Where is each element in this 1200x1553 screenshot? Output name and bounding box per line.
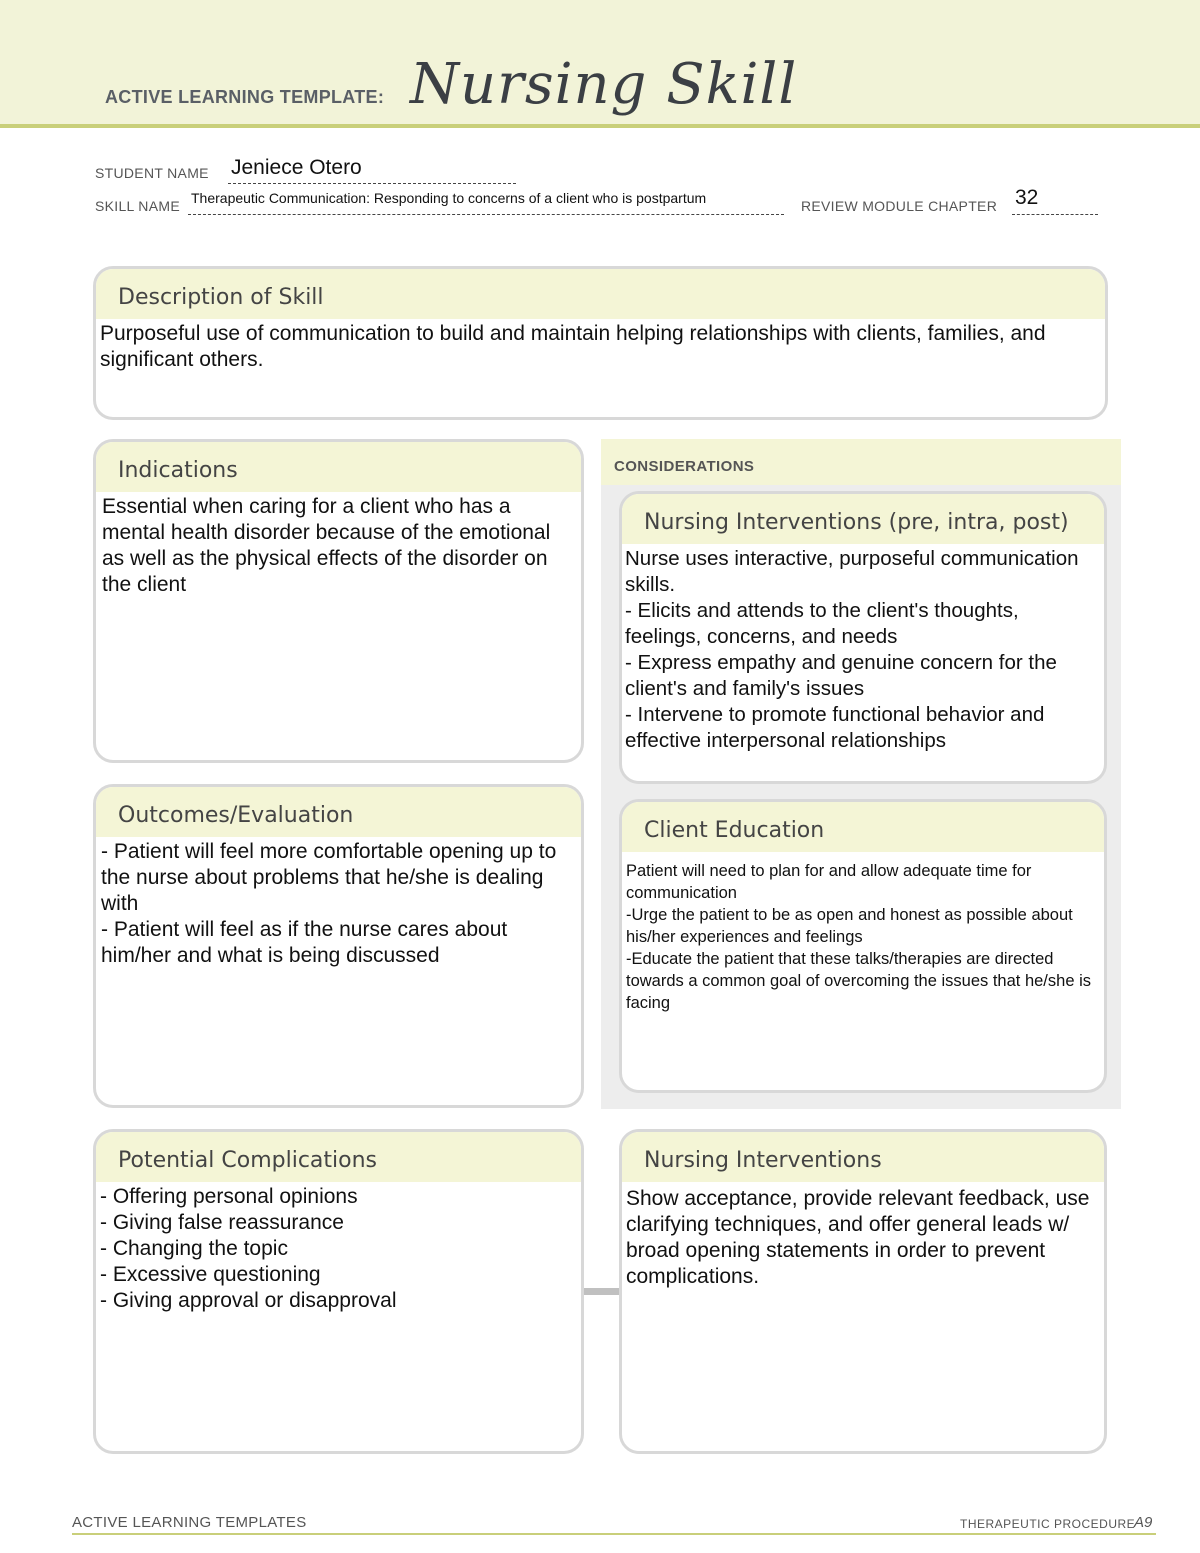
- text-line: - Patient will feel as if the nurse cares about him/her and what is being discussed: [101, 918, 508, 967]
- complications-box: [93, 1129, 584, 1454]
- skill-name-line: [188, 214, 784, 215]
- description-title: Description of Skill: [96, 269, 1105, 319]
- student-name-label: STUDENT NAME: [95, 165, 209, 181]
- nursing-interventions-pip-text[interactable]: [622, 544, 1104, 754]
- indications-title: Indications: [96, 442, 581, 492]
- outcomes-text[interactable]: [96, 837, 581, 969]
- template-label: ACTIVE LEARNING TEMPLATE:: [105, 87, 385, 107]
- footer-page-number: A9: [1134, 1514, 1153, 1531]
- client-education-title: Client Education: [622, 802, 1104, 852]
- nursing-interventions-text[interactable]: Show acceptance, provide relevant feedback, use clarifying techniques, and offer general leads w/ broad opening statements in order to prevent complications.: [626, 1187, 1090, 1288]
- text-line: - Changing the topic: [100, 1237, 288, 1260]
- text-line: Patient will need to plan for and allow adequate time for communication: [626, 862, 1032, 902]
- skill-name-label: SKILL NAME: [95, 198, 180, 214]
- text-line: - Giving approval or disapproval: [100, 1289, 397, 1312]
- review-chapter-label: REVIEW MODULE CHAPTER: [801, 198, 998, 214]
- skill-name-value[interactable]: Therapeutic Communication: Responding to concerns of a client who is postpartum: [191, 190, 707, 206]
- text-line: - Elicits and attends to the client's thoughts, feelings, concerns, and needs: [625, 599, 1019, 648]
- text-line: - Excessive questioning: [100, 1263, 321, 1286]
- student-name-line: [228, 183, 516, 184]
- nursing-interventions-pip-box: [619, 491, 1107, 784]
- connector-bar: [584, 1288, 620, 1295]
- nursing-interventions-pip-title: Nursing Interventions (pre, intra, post): [622, 494, 1104, 544]
- footer-rule: [72, 1533, 1156, 1535]
- description-text[interactable]: Purposeful use of communication to build and maintain helping relationships with clients, families, and significant others.: [100, 322, 1046, 371]
- client-education-text[interactable]: [622, 852, 1104, 1014]
- nursing-interventions-title: Nursing Interventions: [622, 1132, 1104, 1182]
- nursing-interventions-box: [619, 1129, 1107, 1454]
- text-line: Nurse uses interactive, purposeful communication skills.: [625, 547, 1079, 596]
- review-chapter-value[interactable]: 32: [1015, 186, 1039, 209]
- text-line: - Offering personal opinions: [100, 1185, 358, 1208]
- text-line: -Educate the patient that these talks/therapies are directed towards a common goal of overcoming the issues that he/she is facing: [626, 950, 1091, 1012]
- student-name-value[interactable]: Jeniece Otero: [231, 156, 362, 179]
- indications-box: [93, 439, 584, 763]
- text-line: - Giving false reassurance: [100, 1211, 344, 1234]
- indications-text[interactable]: Essential when caring for a client who has a mental health disorder because of the emotional as well as the physical effects of the disorder on the client: [102, 495, 551, 596]
- complications-title: Potential Complications: [96, 1132, 581, 1182]
- text-line: -Urge the patient to be as open and honest as possible about his/her experiences and feelings: [626, 906, 1073, 946]
- footer-left-label: ACTIVE LEARNING TEMPLATES: [72, 1514, 307, 1531]
- page-title: Nursing Skill: [410, 52, 798, 117]
- description-box: [93, 266, 1108, 420]
- review-chapter-line: [1012, 214, 1098, 215]
- text-line: - Patient will feel more comfortable opening up to the nurse about problems that he/she is dealing with: [101, 840, 557, 915]
- complications-text[interactable]: [96, 1182, 581, 1314]
- outcomes-title: Outcomes/Evaluation: [96, 787, 581, 837]
- footer-section-label: THERAPEUTIC PROCEDURE: [960, 1517, 1136, 1531]
- client-education-box: [619, 799, 1107, 1093]
- text-line: - Intervene to promote functional behavior and effective interpersonal relationships: [625, 703, 1045, 752]
- considerations-label: CONSIDERATIONS: [614, 458, 755, 475]
- text-line: - Express empathy and genuine concern for the client's and family's issues: [625, 651, 1057, 700]
- outcomes-box: [93, 784, 584, 1108]
